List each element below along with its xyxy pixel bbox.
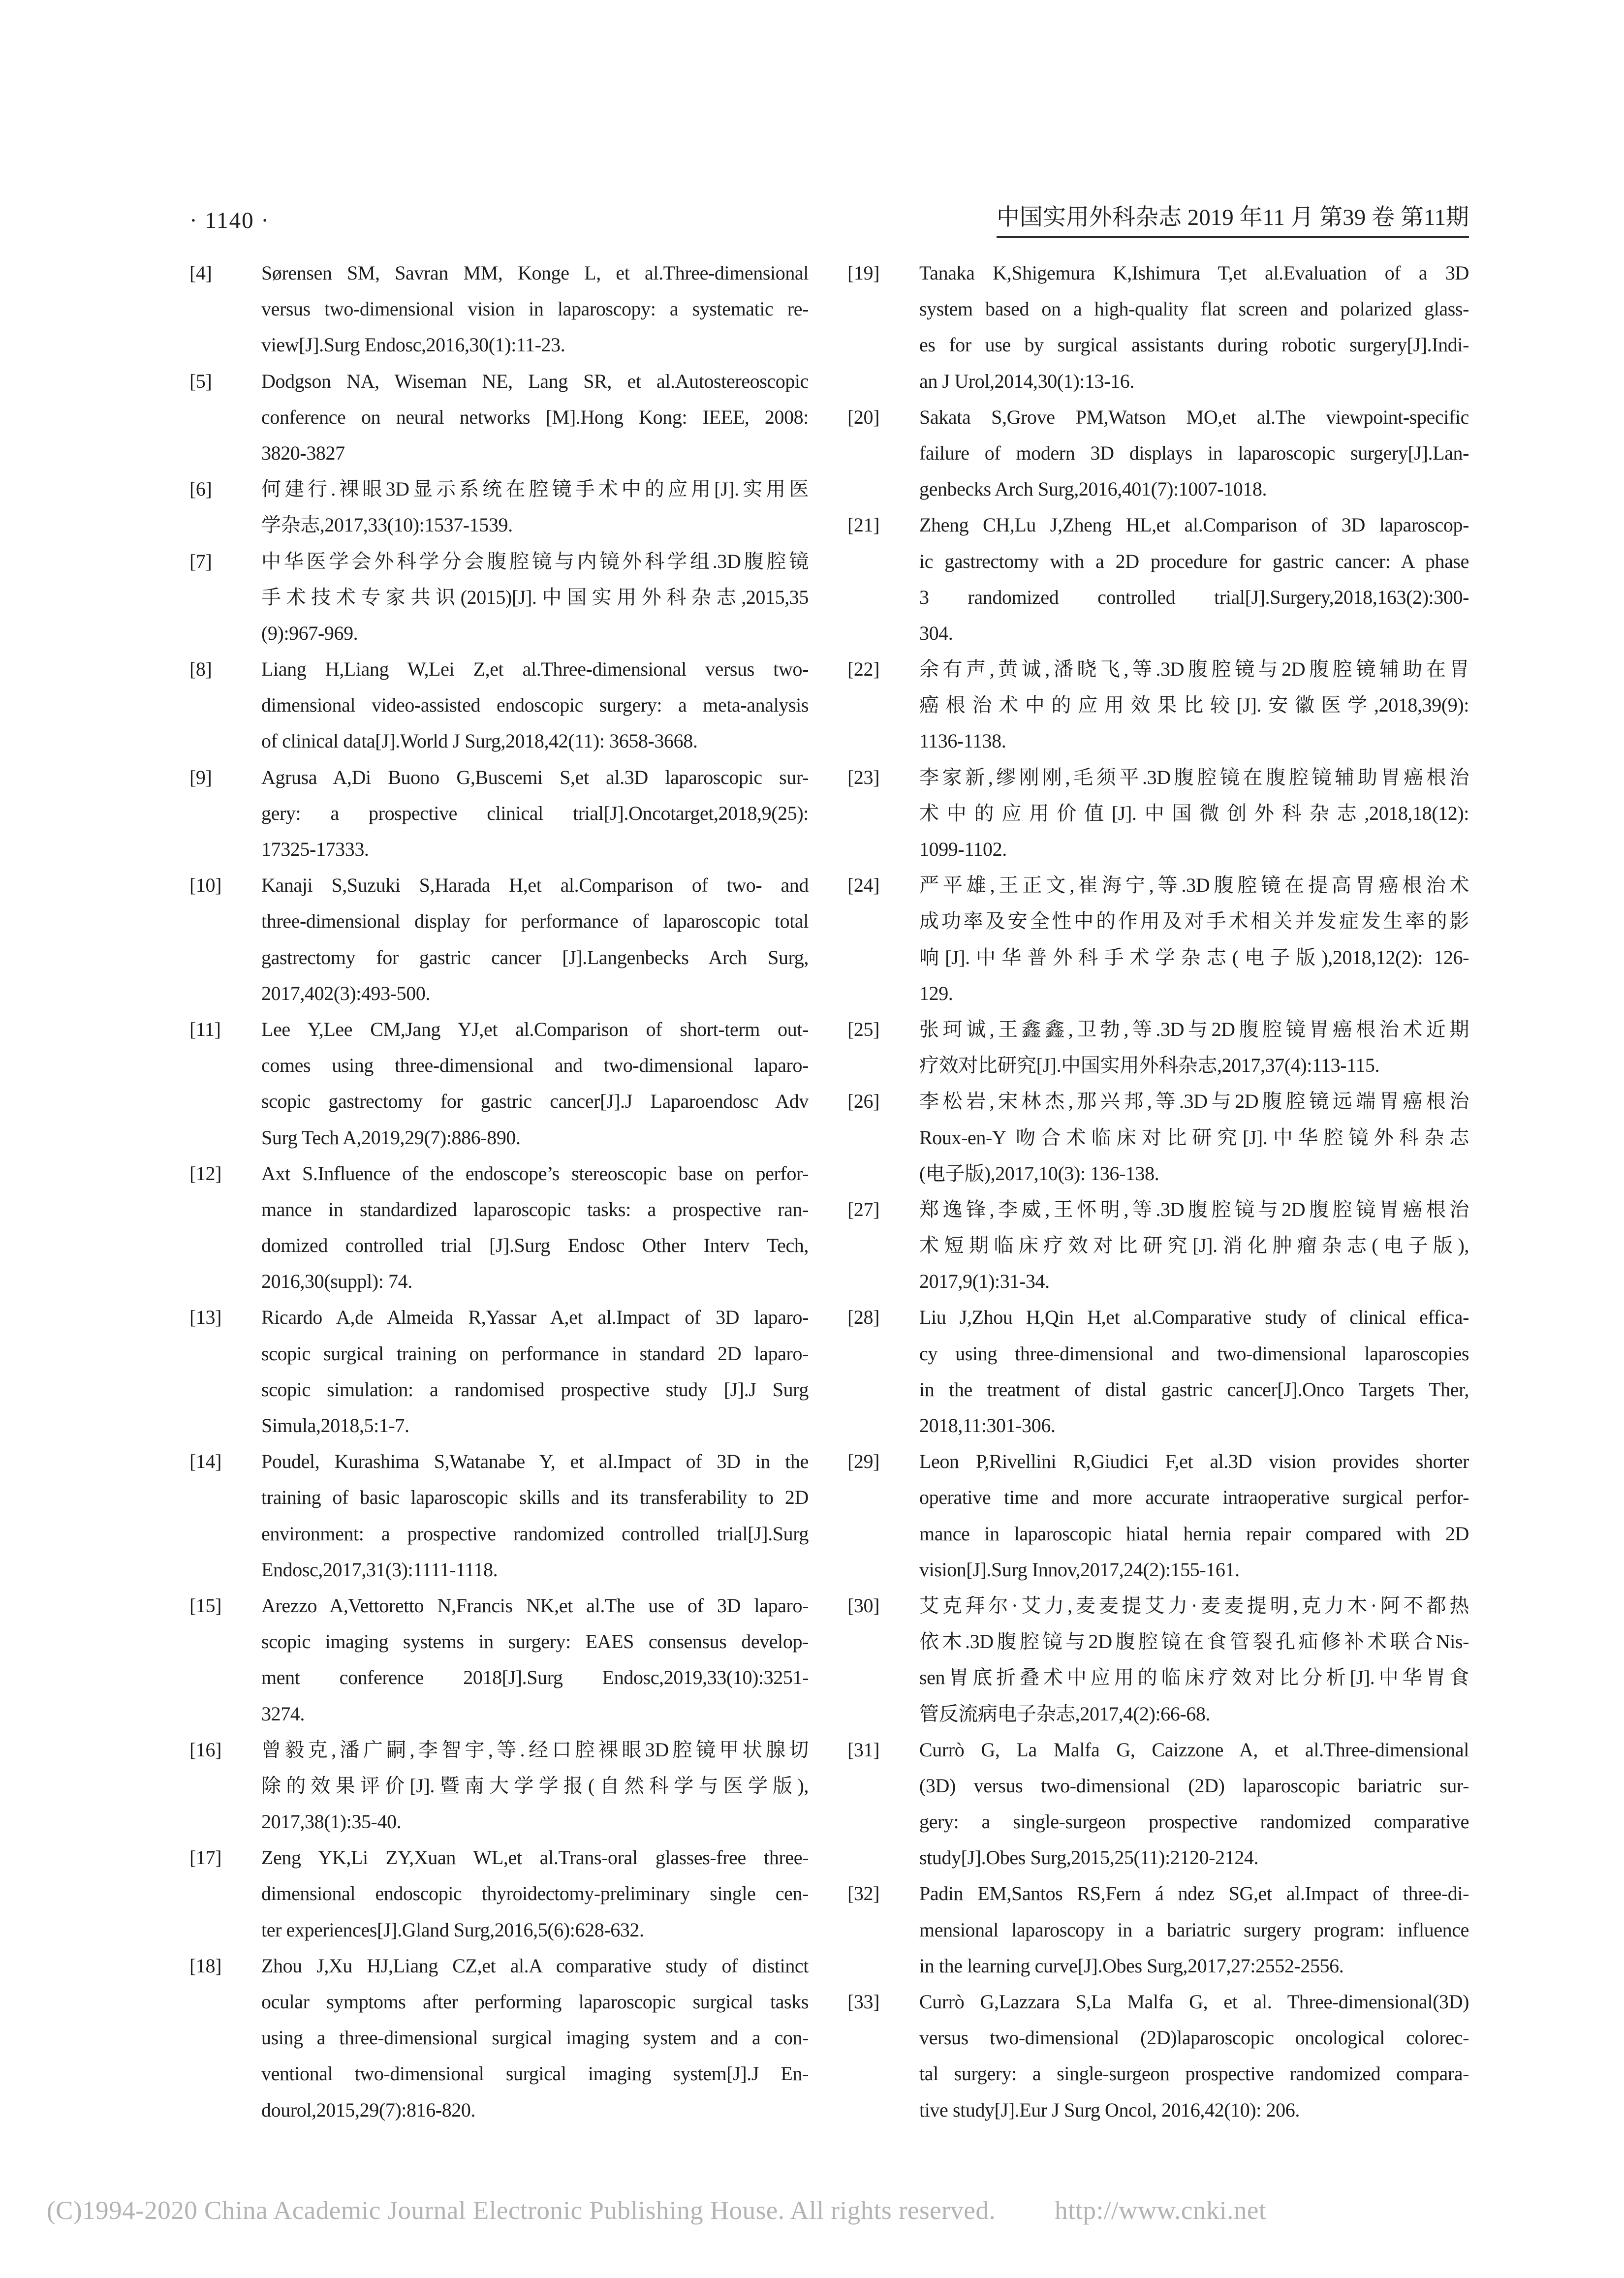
reference-line: Currò G, La Malfa G, Caizzone A, et al.Three-dimensional (919, 1738, 1469, 1761)
reference-line: Agrusa A,Di Buono G,Buscemi S,et al.3D laparoscopic sur- (261, 766, 809, 788)
reference-line: 张珂诚,王鑫鑫,卫勃,等.3D与2D腹腔镜胃癌根治术近期 (919, 1018, 1469, 1040)
reference-line: 2018,11:301-306. (919, 1414, 1056, 1436)
reference-line: three-dimensional display for performance of laparoscopic total (261, 910, 809, 933)
reference-label: [11] (189, 1018, 221, 1040)
reference-line: 疗效对比研究[J].中国实用外科杂志,2017,37(4):113-115. (919, 1054, 1380, 1077)
reference-line: mance in standardized laparoscopic tasks: a prospective ran- (261, 1198, 809, 1220)
reference-line: mance in laparoscopic hiatal hernia repair compared with 2D (919, 1522, 1469, 1545)
reference-line: 李家新,缪刚刚,毛须平.3D腹腔镜在腹腔镜辅助胃癌根治 (919, 766, 1469, 788)
reference-line: 管反流病电子杂志,2017,4(2):66-68. (919, 1702, 1211, 1725)
reference-line: 李松岩,宋林杰,那兴邦,等.3D与2D腹腔镜远端胃癌根治 (919, 1090, 1469, 1113)
reference-label: [24] (847, 874, 880, 897)
reference-item (189, 651, 809, 759)
reference-line: tal surgery: a single-surgeon prospective randomized compara- (919, 2062, 1469, 2085)
reference-label: [18] (189, 1954, 222, 1977)
reference-line: Dodgson NA, Wiseman NE, Lang SR, et al.Autostereoscopic (261, 370, 809, 392)
reference-line: of clinical data[J].World J Surg,2018,42(11): 3658-3668. (261, 730, 698, 752)
reference-label: [5] (189, 370, 212, 392)
reference-item (847, 1443, 1469, 1588)
reference-line: ter experiences[J].Gland Surg,2016,5(6):628-632. (261, 1918, 644, 1941)
reference-line: versus two-dimensional vision in laparoscopy: a systematic re- (261, 298, 809, 320)
journal-header: 中国实用外科杂志 2019 年11 月 第39 卷 第11期 (997, 204, 1469, 238)
reference-line: 手术技术专家共识(2015)[J].中国实用外科杂志,2015,35 (261, 586, 809, 608)
reference-label: [28] (847, 1306, 880, 1329)
reference-label: [7] (189, 550, 212, 572)
reference-item (189, 867, 809, 1011)
reference-label: [12] (189, 1162, 222, 1185)
reference-line: comes using three-dimensional and two-dimensional laparo- (261, 1054, 809, 1077)
reference-line: 除的效果评价[J].暨南大学学报(自然科学与医学版), (261, 1774, 809, 1797)
page-number: · 1140 · (189, 208, 270, 233)
reference-line: 3 randomized controlled trial[J].Surgery,2018,163(2):300- (919, 586, 1469, 608)
reference-label: [14] (189, 1450, 222, 1473)
reference-line: (电子版),2017,10(3): 136-138. (919, 1162, 1159, 1185)
reference-line: 何建行.裸眼3D显示系统在腔镜手术中的应用[J].实用医 (261, 478, 809, 500)
reference-line: dimensional endoscopic thyroidectomy-preliminary single cen- (261, 1882, 809, 1905)
reference-line: 术短期临床疗效对比研究[J].消化肿瘤杂志(电子版), (919, 1234, 1469, 1257)
reference-line: scopic gastrectomy for gastric cancer[J].J Laparoendosc Adv (261, 1090, 809, 1113)
reference-line: 3820-3827 (261, 441, 345, 464)
reference-item (189, 1299, 809, 1443)
reference-line: 依木.3D腹腔镜与2D腹腔镜在食管裂孔疝修补术联合Nis- (919, 1630, 1469, 1653)
reference-item (189, 543, 809, 652)
footer-url: http://www.cnki.net (1055, 2196, 1267, 2225)
references-column-right (847, 255, 1469, 2128)
reference-line: Sakata S,Grove PM,Watson MO,et al.The viewpoint-specific (919, 406, 1469, 428)
reference-line: 17325-17333. (261, 838, 369, 860)
reference-label: [26] (847, 1090, 880, 1113)
reference-item (847, 1083, 1469, 1191)
reference-label: [31] (847, 1738, 880, 1761)
reference-line: view[J].Surg Endosc,2016,30(1):11-23. (261, 334, 565, 356)
reference-label: [9] (189, 766, 212, 788)
reference-item (189, 1011, 809, 1155)
reference-line: Liu J,Zhou H,Qin H,et al.Comparative study of clinical effica- (919, 1306, 1469, 1329)
reference-line: es for use by surgical assistants during robotic surgery[J].Indi- (919, 334, 1469, 356)
reference-item (189, 255, 809, 363)
reference-line: 3274. (261, 1702, 305, 1725)
reference-item (189, 1948, 809, 2128)
reference-label: [10] (189, 874, 222, 897)
reference-item (847, 1875, 1469, 1984)
reference-label: [8] (189, 658, 212, 681)
reference-line: Sørensen SM, Savran MM, Konge L, et al.Three-dimensional (261, 262, 809, 284)
reference-line: scopic imaging systems in surgery: EAES consensus develop- (261, 1630, 809, 1653)
reference-label: [19] (847, 262, 880, 284)
reference-line: gery: a single-surgeon prospective randomized comparative (919, 1810, 1469, 1833)
reference-line: Surg Tech A,2019,29(7):886-890. (261, 1126, 521, 1149)
reference-label: [23] (847, 766, 880, 788)
reference-line: (3D) versus two-dimensional (2D) laparoscopic bariatric sur- (919, 1774, 1469, 1797)
reference-line: Simula,2018,5:1-7. (261, 1414, 409, 1436)
reference-line: 癌根治术中的应用效果比较[J].安徽医学,2018,39(9): (919, 694, 1469, 717)
reference-label: [32] (847, 1882, 880, 1905)
reference-line: Leon P,Rivellini R,Giudici F,et al.3D vision provides shorter (919, 1450, 1469, 1473)
reference-item (189, 1732, 809, 1840)
reference-line: dimensional video-assisted endoscopic surgery: a meta-analysis (261, 694, 809, 717)
reference-line: genbecks Arch Surg,2016,401(7):1007-1018. (919, 478, 1267, 500)
reference-item (847, 1588, 1469, 1732)
reference-label: [30] (847, 1594, 880, 1617)
reference-line: (9):967-969. (261, 622, 358, 644)
reference-line: Zheng CH,Lu J,Zheng HL,et al.Comparison of 3D laparoscop- (919, 514, 1469, 536)
reference-item (847, 867, 1469, 1011)
reference-item (847, 1191, 1469, 1300)
reference-line: gastrectomy for gastric cancer [J].Langenbecks Arch Surg, (261, 946, 809, 968)
reference-label: [20] (847, 406, 880, 428)
reference-line: 响[J].中华普外科手术学杂志(电子版),2018,12(2): 126- (919, 946, 1469, 968)
reference-item (847, 1732, 1469, 1876)
reference-item (189, 1840, 809, 1948)
reference-line: 1136-1138. (919, 730, 1006, 752)
reference-label: [22] (847, 658, 880, 681)
reference-label: [15] (189, 1594, 222, 1617)
reference-line: Endosc,2017,31(3):1111-1118. (261, 1558, 498, 1581)
reference-line: 2017,38(1):35-40. (261, 1810, 402, 1833)
reference-line: 2017,402(3):493-500. (261, 982, 431, 1004)
reference-line: versus two-dimensional (2D)laparoscopic oncological colorec- (919, 2027, 1469, 2049)
reference-line: ment conference 2018[J].Surg Endosc,2019,33(10):3251- (261, 1666, 809, 1689)
reference-line: 郑逸锋,李威,王怀明,等.3D腹腔镜与2D腹腔镜胃癌根治 (919, 1198, 1469, 1220)
reference-label: [16] (189, 1738, 222, 1761)
reference-line: 余有声,黄诚,潘晓飞,等.3D腹腔镜与2D腹腔镜辅助在胃 (919, 658, 1469, 681)
reference-label: [27] (847, 1198, 880, 1220)
reference-label: [13] (189, 1306, 222, 1329)
reference-line: Padin EM,Santos RS,Fern á ndez SG,et al.Impact of three-di- (919, 1882, 1469, 1905)
reference-line: ic gastrectomy with a 2D procedure for gastric cancer: A phase (919, 550, 1469, 572)
reference-line: using a three-dimensional surgical imaging system and a con- (261, 2027, 809, 2049)
reference-label: [6] (189, 478, 212, 500)
reference-line: system based on a high-quality flat screen and polarized glass- (919, 298, 1469, 320)
reference-item (189, 1588, 809, 1732)
reference-line: Tanaka K,Shigemura K,Ishimura T,et al.Evaluation of a 3D (919, 262, 1469, 284)
reference-line: an J Urol,2014,30(1):13-16. (919, 370, 1134, 392)
reference-line: 成功率及安全性中的作用及对手术相关并发症发生率的影 (919, 910, 1469, 933)
reference-line: scopic simulation: a randomised prospective study [J].J Surg (261, 1378, 809, 1401)
reference-line: Currò G,Lazzara S,La Malfa G, et al. Three-dimensional(3D) (919, 1991, 1469, 2013)
reference-label: [29] (847, 1450, 880, 1473)
reference-line: 严平雄,王正文,崔海宁,等.3D腹腔镜在提高胃癌根治术 (919, 874, 1469, 897)
reference-line: Zeng YK,Li ZY,Xuan WL,et al.Trans-oral glasses-free three- (261, 1846, 809, 1869)
reference-item (189, 363, 809, 471)
reference-line: 1099-1102. (919, 838, 1007, 860)
reference-label: [17] (189, 1846, 222, 1869)
reference-line: environment: a prospective randomized controlled trial[J].Surg (261, 1522, 809, 1545)
reference-line: 129. (919, 982, 953, 1004)
footer-copyright: (C)1994-2020 China Academic Journal Electronic Publishing House. All rights reserved. (47, 2196, 996, 2225)
reference-line: conference on neural networks [M].Hong Kong: IEEE, 2008: (261, 406, 809, 428)
reference-item (847, 759, 1469, 868)
reference-line: 2016,30(suppl): 74. (261, 1270, 412, 1293)
reference-line: 学杂志,2017,33(10):1537-1539. (261, 514, 513, 536)
reference-item (847, 507, 1469, 651)
reference-line: in the learning curve[J].Obes Surg,2017,27:2552-2556. (919, 1954, 1344, 1977)
reference-line: Roux-en-Y 吻合术临床对比研究[J].中华腔镜外科杂志 (919, 1126, 1469, 1149)
reference-line: scopic surgical training on performance in standard 2D laparo- (261, 1342, 809, 1365)
reference-line: operative time and more accurate intraoperative surgical perfor- (919, 1486, 1469, 1509)
reference-item (189, 1443, 809, 1588)
reference-item (189, 759, 809, 868)
reference-item (847, 255, 1469, 399)
reference-line: Axt S.Influence of the endoscope’s stereoscopic base on perfor- (261, 1162, 809, 1185)
reference-label: [33] (847, 1991, 880, 2013)
reference-label: [25] (847, 1018, 880, 1040)
reference-item (847, 1011, 1469, 1083)
reference-line: ocular symptoms after performing laparoscopic surgical tasks (261, 1991, 809, 2013)
reference-label: [21] (847, 514, 880, 536)
reference-item (847, 651, 1469, 759)
reference-line: domized controlled trial [J].Surg Endosc Other Interv Tech, (261, 1234, 809, 1257)
reference-item (847, 1299, 1469, 1443)
reference-line: 艾克拜尔·艾力,麦麦提艾力·麦麦提明,克力木·阿不都热 (919, 1594, 1469, 1617)
reference-line: 2017,9(1):31-34. (919, 1270, 1050, 1293)
reference-line: Arezzo A,Vettoretto N,Francis NK,et al.The use of 3D laparo- (261, 1594, 809, 1617)
reference-line: Kanaji S,Suzuki S,Harada H,et al.Comparison of two- and (261, 874, 809, 897)
reference-line: 曾毅克,潘广嗣,李智宇,等.经口腔裸眼3D腔镜甲状腺切 (261, 1738, 809, 1761)
reference-line: sen胃底折叠术中应用的临床疗效对比分析[J].中华胃食 (919, 1666, 1469, 1689)
reference-line: mensional laparoscopy in a bariatric surgery program: influence (919, 1918, 1469, 1941)
reference-line: vision[J].Surg Innov,2017,24(2):155-161. (919, 1558, 1240, 1581)
reference-line: Ricardo A,de Almeida R,Yassar A,et al.Impact of 3D laparo- (261, 1306, 809, 1329)
reference-item (847, 1984, 1469, 2128)
reference-line: Liang H,Liang W,Lei Z,et al.Three-dimensional versus two- (261, 658, 809, 681)
reference-line: 304. (919, 622, 953, 644)
reference-line: training of basic laparoscopic skills and its transferability to 2D (261, 1486, 809, 1509)
reference-line: tive study[J].Eur J Surg Oncol, 2016,42(10): 206. (919, 2098, 1300, 2121)
reference-item (847, 399, 1469, 507)
reference-line: 中华医学会外科学分会腹腔镜与内镜外科学组.3D腹腔镜 (261, 550, 809, 572)
reference-line: study[J].Obes Surg,2015,25(11):2120-2124. (919, 1846, 1259, 1869)
reference-line: Poudel, Kurashima S,Watanabe Y, et al.Impact of 3D in the (261, 1450, 809, 1473)
footer (47, 2196, 1266, 2225)
reference-line: ventional two-dimensional surgical imaging system[J].J En- (261, 2062, 809, 2085)
reference-line: Lee Y,Lee CM,Jang YJ,et al.Comparison of short-term out- (261, 1018, 809, 1040)
reference-line: cy using three-dimensional and two-dimensional laparoscopies (919, 1342, 1469, 1365)
reference-label: [4] (189, 262, 212, 284)
reference-line: in the treatment of distal gastric cancer[J].Onco Targets Ther, (919, 1378, 1469, 1401)
reference-line: dourol,2015,29(7):816-820. (261, 2098, 476, 2121)
reference-line: gery: a prospective clinical trial[J].Oncotarget,2018,9(25): (261, 802, 809, 824)
reference-item (189, 471, 809, 543)
reference-line: Zhou J,Xu HJ,Liang CZ,et al.A comparative study of distinct (261, 1954, 809, 1977)
reference-item (189, 1155, 809, 1300)
reference-line: 术中的应用价值[J].中国微创外科杂志,2018,18(12): (919, 802, 1469, 824)
reference-line: failure of modern 3D displays in laparoscopic surgery[J].Lan- (919, 441, 1469, 464)
references-column-left (189, 255, 809, 2128)
